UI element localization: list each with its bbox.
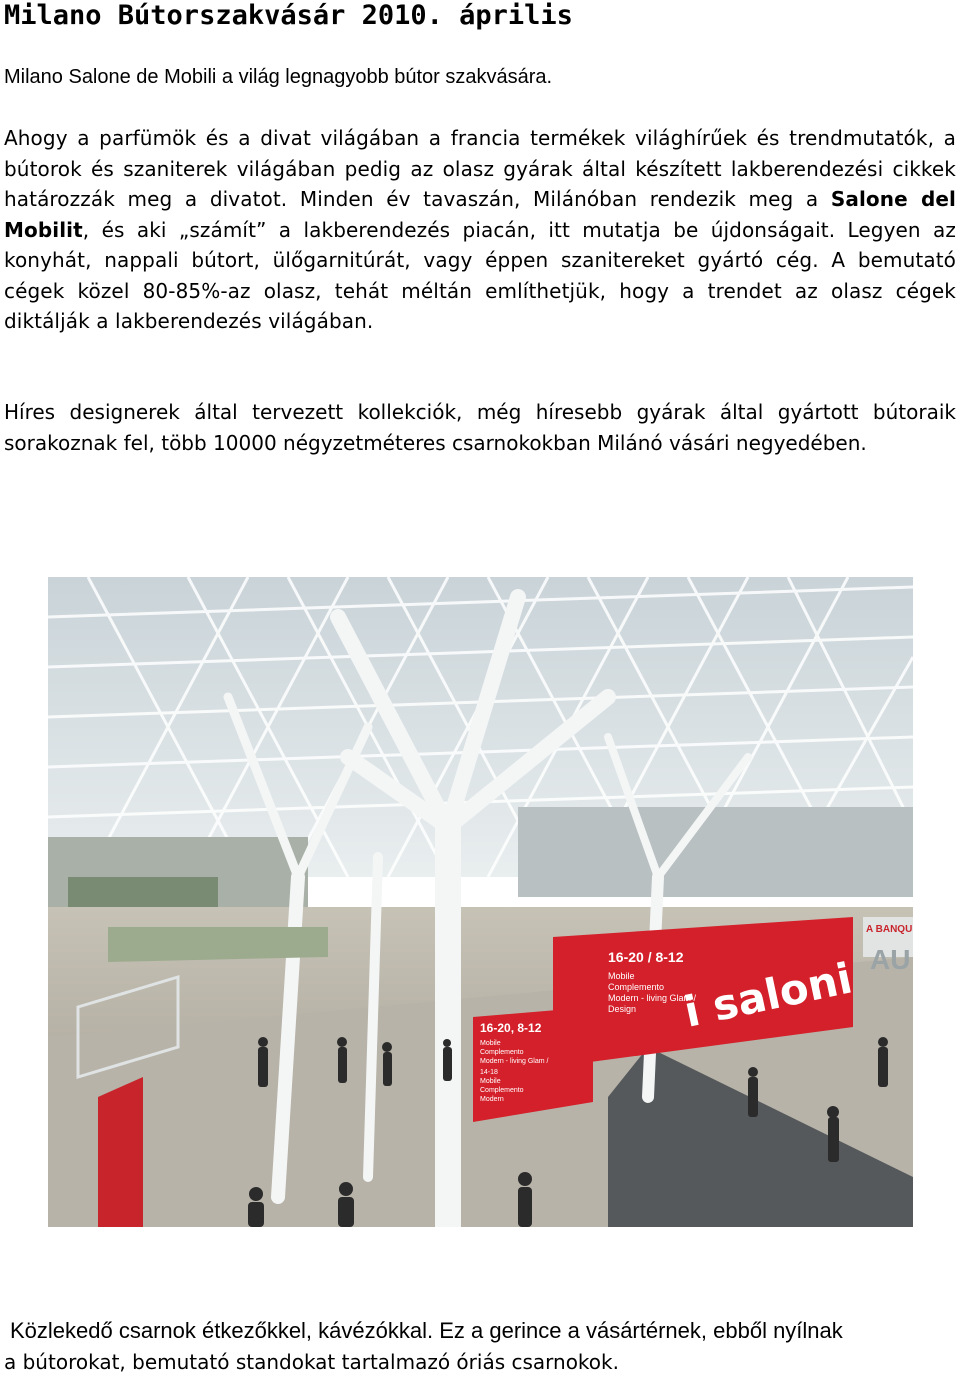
banner-small-line: 14-18 bbox=[480, 1069, 498, 1076]
page-title: Milano Bútorszakvásár 2010. április bbox=[4, 0, 573, 31]
caption-line-2: a bútorokat, bemutató standokat tartalmazó óriás csarnokok. bbox=[4, 1349, 619, 1374]
banner-small-line: Modern - living Glam / bbox=[480, 1058, 549, 1065]
banner-small-line: Complemento bbox=[480, 1049, 524, 1056]
banner-large-line: Mobile bbox=[608, 971, 635, 981]
banner-large-line: Complemento bbox=[608, 982, 665, 992]
banner-small-line: Mobile bbox=[480, 1040, 501, 1047]
caption-line-1: Közlekedő csarnok étkezőkkel, kávézókkal. Ez a gerince a vásártérnek, ebből nyílnak bbox=[10, 1318, 843, 1343]
banner-large-line: Modern - living Glam / bbox=[608, 993, 697, 1003]
banner-small-line: Modern bbox=[480, 1096, 504, 1103]
banner-small-dates: 16-20, 8-12 bbox=[480, 1021, 542, 1035]
fair-hall-photo bbox=[48, 577, 913, 1227]
paragraph-text: Ahogy a parfümök és a divat világában a francia termékek világhírűek és trendmutatók, a bútorok és szaniterek világában pedig az olasz gyárak által készített lakberendezési cikkek határozzák meg a divatot. Minden év tavaszán, Milánóban rendezik meg a bbox=[4, 126, 956, 211]
banner-large-line: Design bbox=[608, 1004, 637, 1014]
photo-caption bbox=[4, 1316, 960, 1377]
isaloni-logo: i saloni bbox=[679, 953, 857, 1037]
banner-small bbox=[473, 1007, 593, 1122]
salone-name: Salone del Mobilit bbox=[4, 187, 957, 242]
intro-paragraph: Milano Salone de Mobili a világ legnagyobb bútor szakvására. bbox=[4, 66, 553, 88]
body-paragraph-2: Híres designerek által tervezett kollekciók, még híresebb gyárak által gyártott bútoraik sorakoznak fel, több 10000 négyzetméteres csarnokokban Milánó vásári negyedében. bbox=[4, 400, 956, 455]
banner-small-line: Mobile bbox=[480, 1078, 501, 1085]
body-paragraph-1 bbox=[4, 123, 956, 337]
banner-large-dates: 16-20 / 8-12 bbox=[608, 949, 684, 965]
paragraph-text: , és aki „számít” a lakberendezés piacán, itt mutatja be újdonságait. Legyen az konyhát, nappali bútort, ülőgarnitúrát, vagy éppen szanitereket gyártó cég. A bemutató cégek közel 80-85%-az olasz, tehát méltán említhetjük, hogy a trendet az olasz cégek diktálják a lakberendezés világában. bbox=[4, 217, 956, 333]
banner-right-text: A BANQU bbox=[866, 924, 913, 935]
banner-small-line: Complemento bbox=[480, 1087, 524, 1094]
wall-letters: AU bbox=[870, 944, 911, 975]
